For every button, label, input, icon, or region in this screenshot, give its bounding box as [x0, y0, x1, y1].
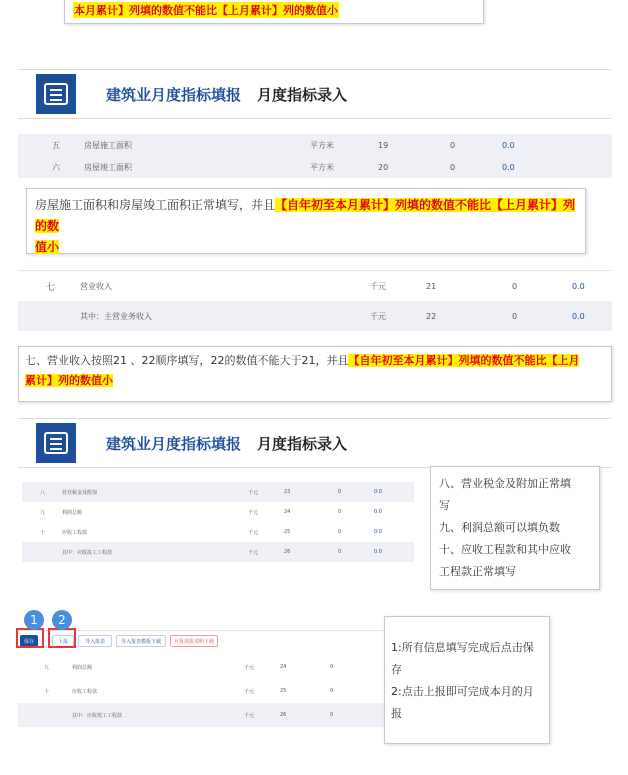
row-number: 五 [52, 140, 60, 150]
row-number: 九 [44, 664, 50, 671]
note-3-line: 写 [439, 499, 450, 512]
row-number: 九 [40, 509, 46, 516]
row-name: 营业税金及附加 [62, 489, 98, 496]
row-code: 21 [426, 281, 437, 291]
row-number: 十 [44, 688, 50, 695]
top-note-text: 本月累计】列填的数值不能比【上月累计】列的数值小 [74, 4, 338, 17]
row-code: 26 [284, 549, 291, 555]
table-row [18, 655, 394, 679]
row-value-1[interactable]: 0 [330, 688, 334, 694]
note-4-line: 存 [391, 663, 402, 676]
step-2-badge: 2 [52, 610, 72, 630]
note-1 [26, 188, 586, 254]
row-value-1[interactable]: 0 [338, 509, 342, 515]
note-3-line: 九、利润总额可以填负数 [439, 521, 560, 534]
row-name: 利润总额 [72, 664, 93, 671]
row-code: 22 [426, 311, 437, 321]
table-row [22, 482, 414, 502]
monthly-guide-button[interactable]: 月报填报说明下载 [170, 635, 218, 647]
note-3 [430, 466, 600, 590]
row-value-1[interactable]: 0 [512, 311, 518, 321]
row-number: 六 [52, 162, 60, 172]
row-value-2[interactable]: 0.0 [572, 311, 585, 321]
row-value-1[interactable]: 0 [512, 281, 518, 291]
row-unit: 千元 [248, 509, 259, 516]
table-row [22, 542, 414, 562]
row-code: 24 [284, 509, 291, 515]
list-icon [36, 423, 76, 463]
page-header-2 [18, 418, 612, 468]
row-unit: 千元 [248, 529, 259, 536]
row-unit: 千元 [244, 712, 255, 719]
table-row [22, 522, 414, 542]
note-2-text: 七、营业收入按照21 、22顺序填写，22的数值不能大于21，并且 [25, 354, 349, 367]
note-4-line: 报 [391, 707, 402, 720]
row-number: 八 [40, 489, 46, 496]
row-value-2[interactable]: 0.0 [502, 140, 515, 150]
table-row [18, 679, 394, 703]
row-value-2[interactable]: 0.0 [374, 489, 382, 495]
row-name: 应收工程款 [62, 529, 88, 536]
row-code: 24 [280, 664, 287, 670]
row-code: 25 [284, 529, 291, 535]
table-2 [18, 270, 612, 330]
note-3-line: 工程款正常填写 [439, 565, 516, 578]
header-title: 建筑业月度指标填报 [106, 434, 242, 453]
header-subtitle: 月度指标录入 [257, 434, 348, 453]
row-code: 25 [280, 688, 287, 694]
save-button[interactable]: 保存 [20, 635, 38, 647]
row-value-1[interactable]: 0 [338, 489, 342, 495]
row-code: 26 [280, 712, 287, 718]
row-code: 19 [378, 140, 389, 150]
import-button[interactable]: 导入报表 [78, 635, 112, 647]
top-note [64, 0, 484, 24]
row-value-1[interactable]: 0 [330, 712, 334, 718]
row-number: 十 [40, 529, 46, 536]
row-unit: 千元 [370, 281, 386, 291]
page-header-1 [18, 69, 612, 119]
table-row [18, 156, 612, 178]
row-value-1[interactable]: 0 [338, 529, 342, 535]
template-download-button[interactable]: 导入报表模板下载 [116, 635, 166, 647]
row-unit: 千元 [244, 688, 255, 695]
note-3-line: 八、营业税金及附加正常填 [439, 477, 571, 490]
row-value-1[interactable]: 0 [338, 549, 342, 555]
note-4-line: 2:点击上报即可完成本月的月 [391, 685, 534, 698]
row-unit: 千元 [248, 489, 259, 496]
note-2-highlight-cont: 累计】列的数值小 [25, 374, 113, 387]
row-value-2[interactable]: 0.0 [502, 162, 515, 172]
note-2 [18, 346, 612, 402]
header-subtitle: 月度指标录入 [257, 85, 348, 104]
table-1 [18, 134, 612, 178]
row-value-1[interactable]: 0 [330, 664, 334, 670]
row-name: 其中：应收竣工工程款 [62, 549, 113, 556]
row-name: 房屋竣工面积 [84, 162, 132, 172]
row-code: 23 [284, 489, 291, 495]
row-unit: 千元 [248, 549, 259, 556]
table-row [18, 271, 612, 301]
row-value-2[interactable]: 0.0 [374, 529, 382, 535]
row-number: 七 [46, 282, 56, 293]
row-name: 房屋施工面积 [84, 140, 132, 150]
submit-button[interactable]: 上报 [52, 635, 74, 647]
row-unit: 平方米 [310, 162, 334, 172]
step-1-badge: 1 [24, 610, 44, 630]
note-3-line: 十、应收工程款和其中应收 [439, 543, 571, 556]
row-name: 应收工程款 [72, 688, 98, 695]
table-row [18, 134, 612, 156]
note-4-line: 1:所有信息填写完成后点击保 [391, 641, 534, 654]
note-1-highlight-cont: 值小 [35, 240, 60, 254]
table-row [22, 502, 414, 522]
row-name: 其中：主营业务收入 [80, 311, 152, 321]
note-1-text: 房屋施工面积和房屋竣工面积正常填写，并且 [35, 198, 276, 212]
list-icon [36, 74, 76, 114]
row-value-2[interactable]: 0.0 [374, 549, 382, 555]
table-3 [22, 482, 414, 562]
row-unit: 平方米 [310, 140, 334, 150]
row-name: 营业收入 [80, 281, 112, 291]
note-1-highlight: 【自年初至本月累计】列填的数值不能比【上月累计】列的数 [35, 198, 576, 233]
note-4 [384, 616, 550, 744]
row-value-2[interactable]: 0.0 [572, 281, 585, 291]
save-highlight-frame [16, 628, 44, 648]
row-name: 其中：应收竣工工程款 [72, 712, 123, 719]
table-row [18, 703, 394, 727]
row-code: 20 [378, 162, 389, 172]
table-row [18, 301, 612, 331]
row-value-1[interactable]: 0 [450, 162, 456, 172]
header-title: 建筑业月度指标填报 [106, 85, 242, 104]
row-name: 利润总额 [62, 509, 83, 516]
note-2-highlight: 【自年初至本月累计】列填的数值不能比【上月 [348, 354, 580, 367]
row-unit: 千元 [370, 311, 386, 321]
submit-highlight-frame [48, 628, 76, 648]
row-value-2[interactable]: 0.0 [374, 509, 382, 515]
row-value-1[interactable]: 0 [450, 140, 456, 150]
row-unit: 千元 [244, 664, 255, 671]
